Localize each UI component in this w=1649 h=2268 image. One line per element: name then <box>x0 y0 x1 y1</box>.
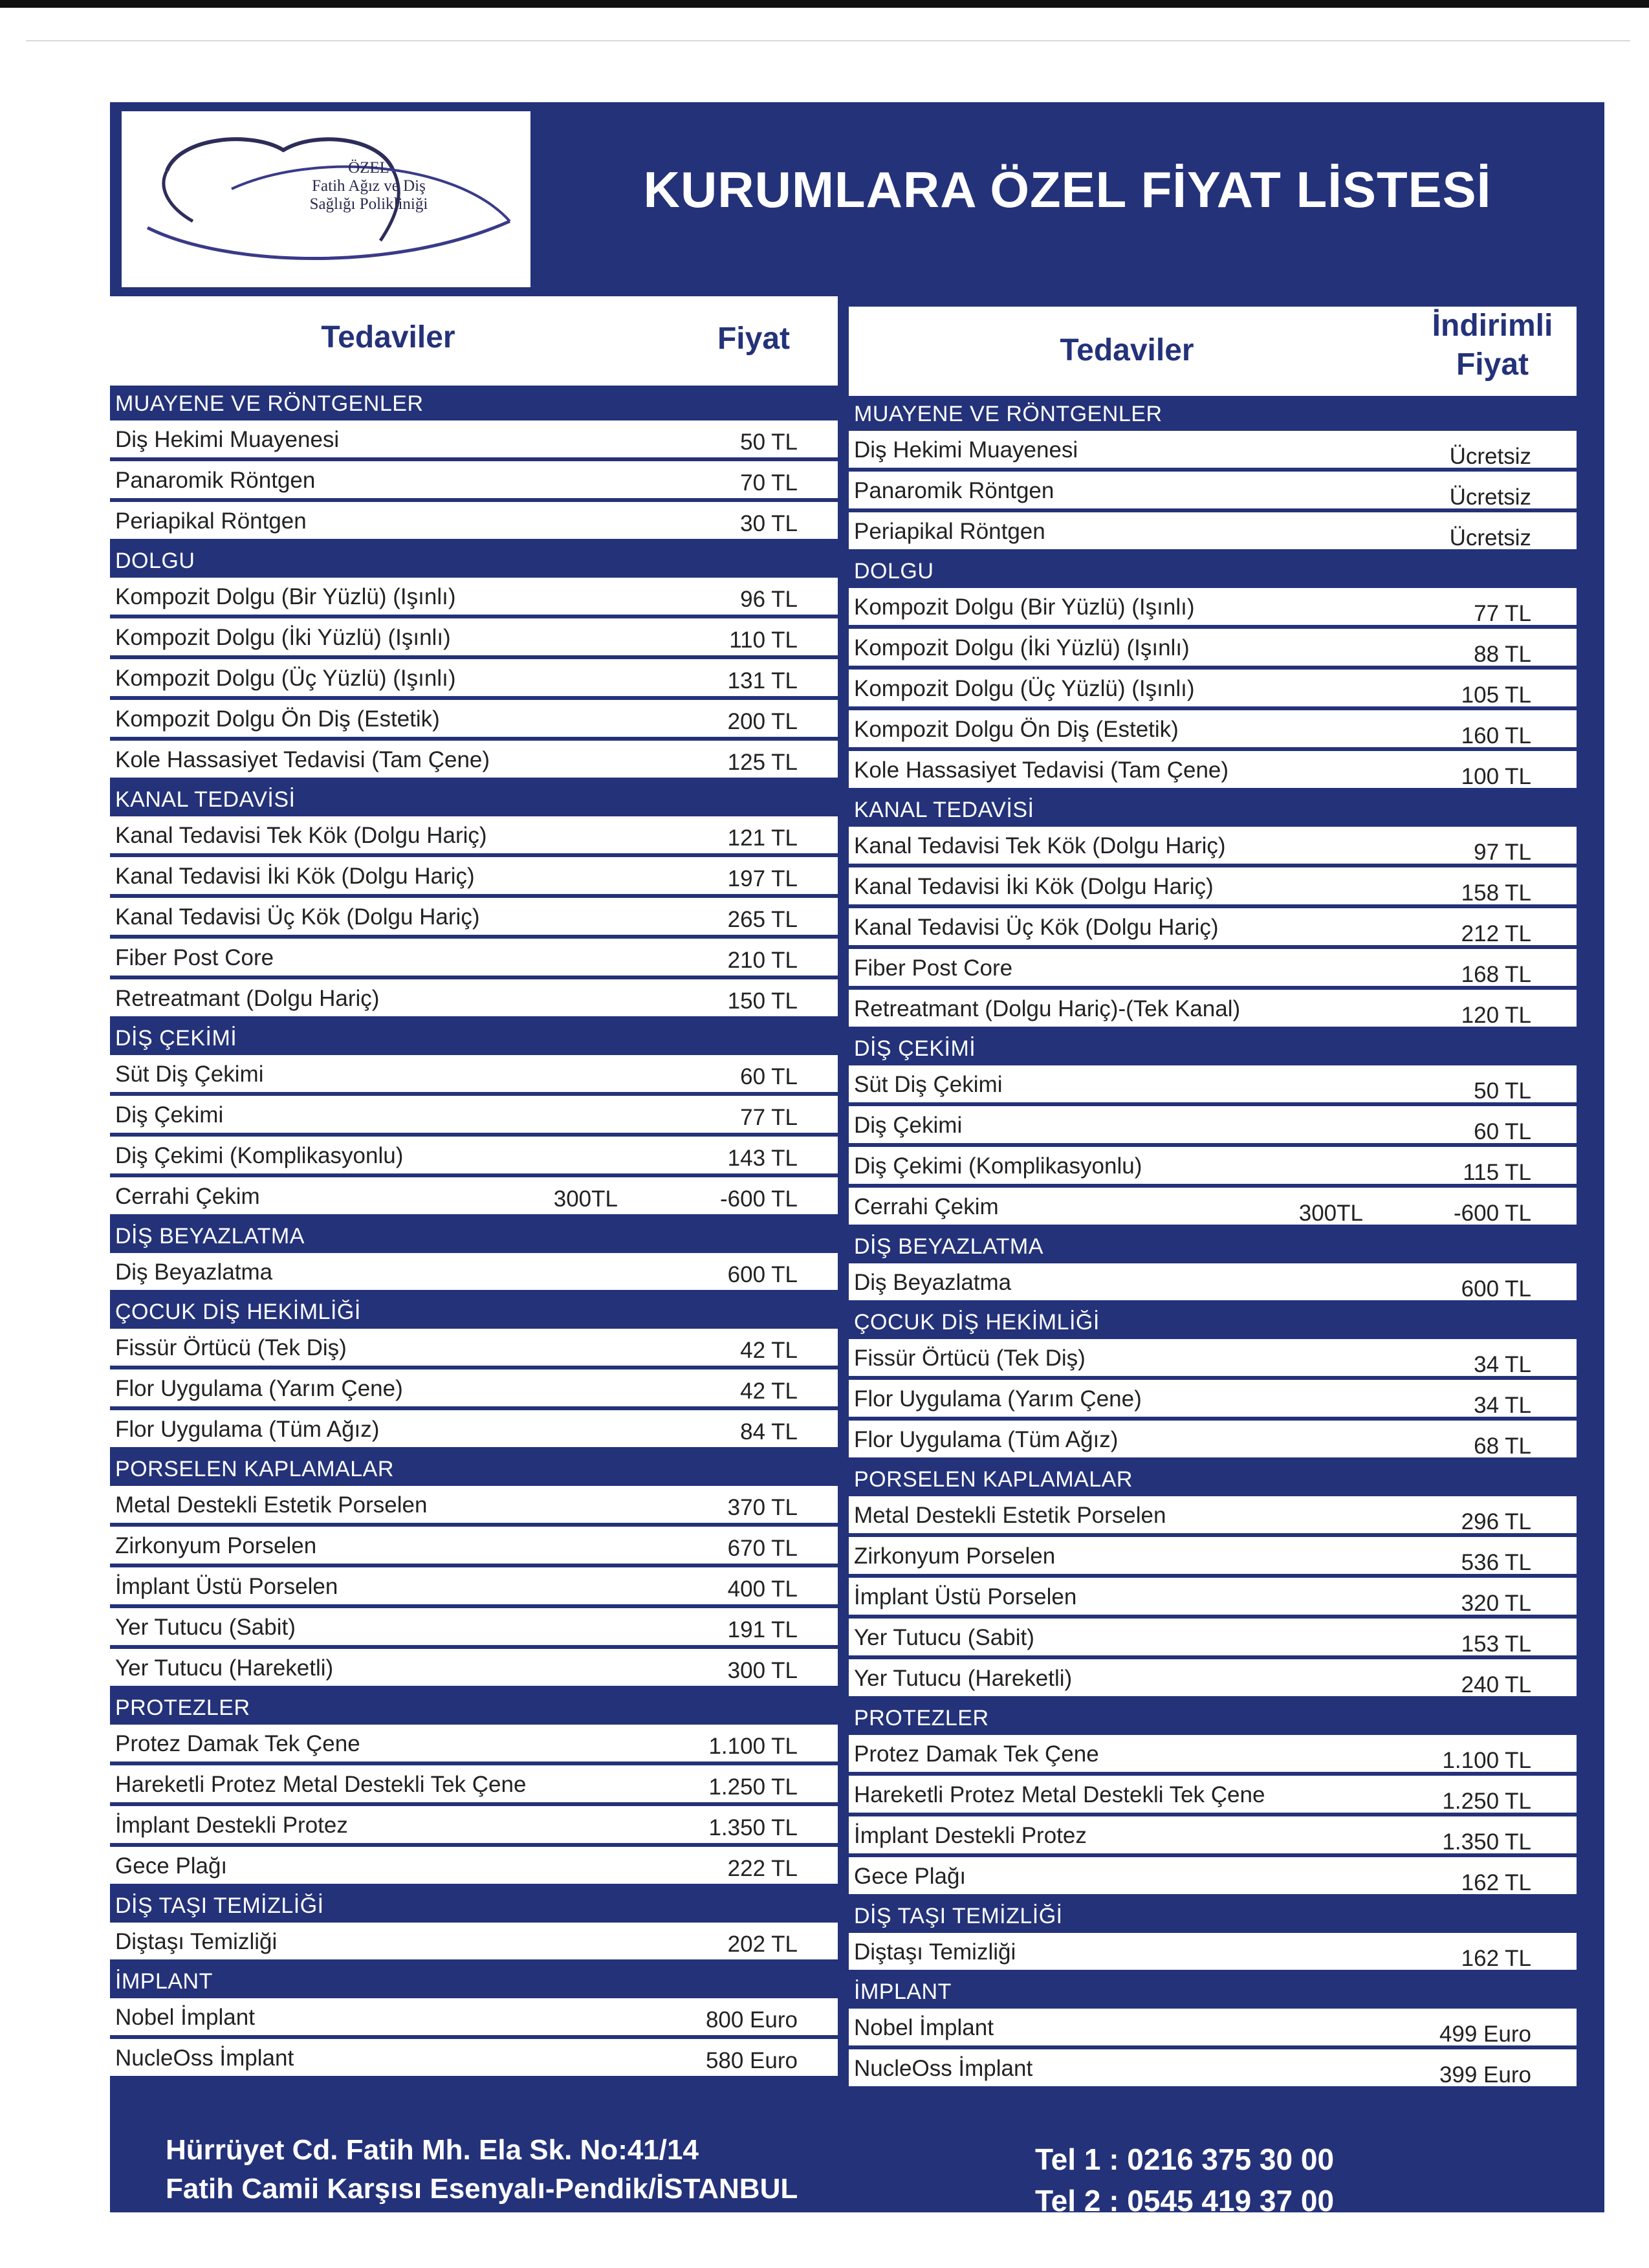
treatment-name: Gece Plağı <box>115 1853 228 1879</box>
treatment-name: Diş Hekimi Muayenesi <box>115 427 340 452</box>
price: 84 TL <box>740 1419 798 1445</box>
price: 42 TL <box>740 1379 798 1404</box>
header-treatments: Tedaviler <box>321 320 455 354</box>
price-list <box>849 396 1577 2086</box>
treatment-name: Kanal Tedavisi İki Kök (Dolgu Hariç) <box>854 874 1214 899</box>
table-row <box>110 502 838 539</box>
table-row <box>110 979 838 1016</box>
table-row <box>110 1567 838 1604</box>
treatment-name: Zirkonyum Porselen <box>115 1533 317 1558</box>
price: 110 TL <box>729 627 798 653</box>
price: 800 Euro <box>705 2007 798 2033</box>
section-header: DİŞ ÇEKİMİ <box>115 1026 237 1051</box>
price: 1.350 TL <box>1442 1829 1531 1855</box>
treatment-name: İmplant Destekli Protez <box>115 1813 348 1838</box>
treatment-name: Diş Çekimi (Komplikasyonlu) <box>115 1143 404 1168</box>
price: 70 TL <box>740 470 798 496</box>
table-row <box>110 420 838 457</box>
table-row <box>110 1923 838 1959</box>
table-row <box>110 2039 838 2076</box>
price: 600 TL <box>727 1262 798 1287</box>
table-row <box>849 908 1577 945</box>
price: 30 TL <box>740 511 798 536</box>
table-row <box>110 578 838 615</box>
price: 88 TL <box>1474 642 1531 667</box>
table-row <box>110 659 838 696</box>
price: 60 TL <box>1474 1119 1531 1144</box>
treatment-name: Fiber Post Core <box>115 945 274 970</box>
treatment-name: Hareketli Protez Metal Destekli Tek Çene <box>854 1782 1265 1807</box>
discounted-price-column <box>849 307 1577 2090</box>
section-header: İMPLANT <box>854 1979 952 2004</box>
treatment-name: Diş Çekimi <box>854 1113 963 1138</box>
treatment-name: Kole Hassasiyet Tedavisi (Tam Çene) <box>854 758 1229 783</box>
logo-text <box>265 159 472 213</box>
treatment-name: Diştaşı Temizliği <box>115 1929 278 1954</box>
table-row <box>849 1263 1577 1300</box>
treatment-name: Kanal Tedavisi İki Kök (Dolgu Hariç) <box>115 864 475 889</box>
treatment-name: Gece Plağı <box>854 1864 966 1889</box>
section-header: PORSELEN KAPLAMALAR <box>854 1467 1133 1492</box>
section-header: DOLGU <box>854 559 934 583</box>
price: 162 TL <box>1461 1946 1531 1971</box>
price: 153 TL <box>1461 1631 1531 1657</box>
table-row <box>849 1537 1577 1574</box>
treatment-name: Diş Çekimi <box>115 1102 224 1128</box>
table-row <box>849 1735 1577 1772</box>
table-row <box>110 1847 838 1884</box>
price: 158 TL <box>1461 880 1531 906</box>
treatment-name: Fissür Örtücü (Tek Diş) <box>854 1346 1086 1371</box>
table-row <box>849 1339 1577 1376</box>
section-header: ÇOCUK DİŞ HEKİMLİĞİ <box>115 1300 361 1324</box>
treatment-name: Flor Uygulama (Yarım Çene) <box>115 1376 403 1401</box>
price-list <box>110 386 838 2076</box>
table-row <box>110 898 838 935</box>
price: 125 TL <box>727 750 798 775</box>
treatment-name: Süt Diş Çekimi <box>854 1072 1003 1097</box>
price: 370 TL <box>727 1495 798 1520</box>
price: Ücretsiz <box>1449 485 1531 510</box>
logo-line-2: Fatih Ağız ve Diş <box>312 177 426 195</box>
table-row <box>849 1065 1577 1102</box>
table-row <box>110 618 838 655</box>
price: 265 TL <box>727 907 798 932</box>
treatment-name: Cerrahi Çekim <box>854 1194 999 1219</box>
section-header: PROTEZLER <box>115 1696 250 1720</box>
treatment-name: Diş Beyazlatma <box>854 1270 1012 1295</box>
treatment-name: NucleOss İmplant <box>854 2056 1033 2081</box>
section-header: DİŞ ÇEKİMİ <box>854 1036 976 1061</box>
phones <box>1035 2139 1334 2221</box>
treatment-name: Diştaşı Temizliği <box>854 1939 1016 1965</box>
table-row <box>110 1410 838 1447</box>
section-header: MUAYENE VE RÖNTGENLER <box>115 391 424 416</box>
table-row <box>849 1380 1577 1417</box>
treatment-name: Diş Beyazlatma <box>115 1259 273 1285</box>
table-row <box>849 949 1577 986</box>
table-row <box>849 1421 1577 1457</box>
table-row <box>110 1527 838 1564</box>
price: 120 TL <box>1461 1003 1531 1028</box>
price: 536 TL <box>1461 1550 1531 1575</box>
price: 580 Euro <box>705 2048 798 2073</box>
table-row <box>849 1776 1577 1813</box>
address-line-1: Hürrüyet Cd. Fatih Mh. Ela Sk. No:41/14 <box>166 2134 699 2166</box>
header <box>110 102 1604 283</box>
table-row <box>849 1496 1577 1533</box>
table-row <box>849 1578 1577 1615</box>
price: 50 TL <box>1474 1078 1531 1104</box>
table-row <box>110 857 838 894</box>
table-row <box>110 1725 838 1761</box>
price: 670 TL <box>727 1536 798 1561</box>
address-line-2: Fatih Camii Karşısı Esenyalı-Pendik/İSTANBUL <box>166 2173 798 2205</box>
price: 42 TL <box>740 1338 798 1363</box>
treatment-name: Diş Hekimi Muayenesi <box>854 437 1078 463</box>
price: 150 TL <box>727 988 798 1014</box>
table-row <box>849 751 1577 788</box>
treatment-name: Kompozit Dolgu (İki Yüzlü) (Işınlı) <box>115 625 451 650</box>
table-row <box>110 939 838 976</box>
price: 68 TL <box>1474 1434 1531 1459</box>
table-row <box>849 472 1577 508</box>
table-row <box>849 1659 1577 1696</box>
table-row <box>849 1106 1577 1143</box>
treatment-name: Zirkonyum Porselen <box>854 1543 1056 1569</box>
treatment-name: Flor Uygulama (Yarım Çene) <box>854 1386 1142 1412</box>
page-title: KURUMLARA ÖZEL FİYAT LİSTESİ <box>643 161 1492 218</box>
price: 60 TL <box>740 1064 798 1089</box>
treatment-name: Kanal Tedavisi Üç Kök (Dolgu Hariç) <box>115 904 480 930</box>
treatment-name: Periapikal Röntgen <box>115 508 307 534</box>
table-row <box>110 1649 838 1686</box>
section-header: MUAYENE VE RÖNTGENLER <box>854 402 1163 426</box>
treatment-name: Kanal Tedavisi Tek Kök (Dolgu Hariç) <box>115 823 487 848</box>
price: 191 TL <box>727 1617 798 1642</box>
section-header: DİŞ TAŞI TEMİZLİĞİ <box>854 1904 1063 1928</box>
table-row <box>849 867 1577 904</box>
price: 200 TL <box>727 709 798 734</box>
clinic-logo <box>122 111 530 287</box>
section-header: DİŞ BEYAZLATMA <box>115 1224 305 1248</box>
price: 50 TL <box>740 430 798 455</box>
table-row <box>110 1253 838 1290</box>
section-header: DOLGU <box>115 549 195 573</box>
price: 499 Euro <box>1439 2022 1531 2047</box>
price: 222 TL <box>727 1856 798 1881</box>
treatment-name: Kanal Tedavisi Üç Kök (Dolgu Hariç) <box>854 915 1219 940</box>
price: 1.100 TL <box>708 1734 798 1759</box>
treatment-name: NucleOss İmplant <box>115 2045 294 2071</box>
price: 1.250 TL <box>708 1774 798 1800</box>
table-row <box>110 816 838 853</box>
table-row <box>849 1619 1577 1655</box>
treatment-name: Kompozit Dolgu (Bir Yüzlü) (Işınlı) <box>115 584 456 609</box>
treatment-name: İmplant Üstü Porselen <box>115 1574 338 1599</box>
footer <box>110 2119 1604 2218</box>
treatment-name: İmplant Destekli Protez <box>854 1823 1087 1848</box>
treatment-name: Flor Uygulama (Tüm Ağız) <box>854 1427 1119 1452</box>
table-row <box>110 1177 838 1214</box>
price: 97 TL <box>1474 840 1531 865</box>
price: 34 TL <box>1474 1352 1531 1377</box>
treatment-name: Metal Destekli Estetik Porselen <box>854 1503 1166 1528</box>
table-row <box>110 1486 838 1523</box>
section-header: PORSELEN KAPLAMALAR <box>115 1457 394 1481</box>
price-min: 300TL <box>553 1186 618 1212</box>
table-row <box>110 1608 838 1645</box>
price: -600 TL <box>720 1186 798 1212</box>
treatment-name: Protez Damak Tek Çene <box>854 1741 1099 1767</box>
table-row <box>849 1147 1577 1184</box>
table-row <box>849 1188 1577 1225</box>
price: 143 TL <box>727 1146 798 1171</box>
treatment-name: Kompozit Dolgu Ön Diş (Estetik) <box>854 717 1179 742</box>
section-header: DİŞ TAŞI TEMİZLİĞİ <box>115 1893 324 1918</box>
price: 162 TL <box>1461 1870 1531 1895</box>
table-row <box>849 431 1577 468</box>
treatment-name: Yer Tutucu (Hareketli) <box>115 1655 334 1681</box>
section-header: DİŞ BEYAZLATMA <box>854 1234 1043 1259</box>
table-row <box>849 990 1577 1027</box>
address <box>166 2131 798 2208</box>
treatment-name: Nobel İmplant <box>854 2015 994 2040</box>
column-header <box>849 307 1577 396</box>
table-row <box>849 512 1577 549</box>
price: Ücretsiz <box>1449 444 1531 469</box>
price: 168 TL <box>1461 962 1531 987</box>
price: 34 TL <box>1474 1393 1531 1418</box>
table-row <box>849 2009 1577 2045</box>
table-row <box>849 710 1577 747</box>
price: 600 TL <box>1461 1276 1531 1302</box>
phone-1: Tel 1 : 0216 375 30 00 <box>1035 2143 1335 2176</box>
table-row <box>849 1933 1577 1970</box>
table-row <box>849 827 1577 864</box>
price: 121 TL <box>727 825 798 851</box>
table-row <box>110 1096 838 1133</box>
treatment-name: Periapikal Röntgen <box>854 519 1045 544</box>
treatment-name: Yer Tutucu (Hareketli) <box>854 1666 1073 1691</box>
treatment-name: Kompozit Dolgu (Üç Yüzlü) (Işınlı) <box>854 676 1195 701</box>
section-header: İMPLANT <box>115 1969 213 1994</box>
treatment-name: Hareketli Protez Metal Destekli Tek Çene <box>115 1772 527 1797</box>
price: 240 TL <box>1461 1672 1531 1697</box>
price: 212 TL <box>1461 921 1531 946</box>
price: 300 TL <box>727 1658 798 1683</box>
price: 1.100 TL <box>1442 1748 1531 1773</box>
header-price: Fiyat <box>717 322 791 356</box>
price: -600 TL <box>1454 1201 1531 1226</box>
section-header: KANAL TEDAVİSİ <box>854 798 1034 822</box>
section-header: KANAL TEDAVİSİ <box>115 787 296 812</box>
price: 399 Euro <box>1439 2062 1531 2088</box>
treatment-name: Süt Diş Çekimi <box>115 1062 264 1087</box>
treatment-name: Diş Çekimi (Komplikasyonlu) <box>854 1153 1142 1179</box>
treatment-name: Metal Destekli Estetik Porselen <box>115 1492 428 1518</box>
logo-line-1: ÖZEL <box>348 159 389 177</box>
price: 105 TL <box>1461 682 1531 708</box>
price: 100 TL <box>1461 764 1531 789</box>
section-header: PROTEZLER <box>854 1706 989 1730</box>
treatment-name: Kompozit Dolgu (Bir Yüzlü) (Işınlı) <box>854 594 1195 620</box>
section-header: ÇOCUK DİŞ HEKİMLİĞİ <box>854 1310 1100 1335</box>
table-row <box>849 2049 1577 2086</box>
logo-line-3: Sağlığı Polikliniği <box>309 195 428 213</box>
price: 320 TL <box>1461 1591 1531 1616</box>
treatment-name: Retreatmant (Dolgu Hariç) <box>115 986 380 1011</box>
price: 197 TL <box>727 866 798 891</box>
table-row <box>849 1816 1577 1853</box>
price: 202 TL <box>727 1932 798 1957</box>
table-row <box>849 670 1577 706</box>
treatment-name: Panaromik Röntgen <box>854 478 1054 503</box>
treatment-name: Nobel İmplant <box>115 2005 255 2030</box>
price: 400 TL <box>727 1576 798 1602</box>
treatment-name: Protez Damak Tek Çene <box>115 1731 360 1756</box>
scan-top-edge <box>0 0 1649 8</box>
standard-price-column <box>110 296 838 2080</box>
price: 77 TL <box>740 1105 798 1130</box>
header-treatments: Tedaviler <box>1060 333 1194 367</box>
treatment-name: Yer Tutucu (Sabit) <box>854 1625 1034 1650</box>
table-row <box>849 588 1577 625</box>
table-row <box>110 1369 838 1406</box>
price: 115 TL <box>1463 1160 1531 1185</box>
table-row <box>110 461 838 498</box>
treatment-name: Kole Hassasiyet Tedavisi (Tam Çene) <box>115 747 490 772</box>
price-min: 300TL <box>1298 1201 1363 1226</box>
treatment-name: İmplant Üstü Porselen <box>854 1584 1077 1609</box>
treatment-name: Kompozit Dolgu (İki Yüzlü) (Işınlı) <box>854 635 1190 660</box>
price-sheet <box>110 102 1604 2218</box>
header-discounted-price: İndirimli Fiyat <box>1432 309 1553 382</box>
price: 160 TL <box>1461 723 1531 748</box>
table-row <box>849 629 1577 666</box>
price: 96 TL <box>740 587 798 612</box>
treatment-name: Fiber Post Core <box>854 955 1013 981</box>
column-header <box>110 296 838 386</box>
treatment-name: Kompozit Dolgu (Üç Yüzlü) (Işınlı) <box>115 666 456 691</box>
treatment-name: Fissür Örtücü (Tek Diş) <box>115 1335 347 1360</box>
treatment-name: Kompozit Dolgu Ön Diş (Estetik) <box>115 706 440 732</box>
treatment-name: Yer Tutucu (Sabit) <box>115 1615 296 1640</box>
table-row <box>849 1857 1577 1894</box>
price: 210 TL <box>727 948 798 973</box>
phone-2: Tel 2 : 0545 419 37 00 <box>1035 2184 1335 2218</box>
table-row <box>110 1137 838 1173</box>
treatment-name: Cerrahi Çekim <box>115 1184 260 1209</box>
price: 296 TL <box>1461 1509 1531 1534</box>
table-row <box>110 1329 838 1366</box>
treatment-name: Panaromik Röntgen <box>115 468 316 493</box>
treatment-name: Retreatmant (Dolgu Hariç)-(Tek Kanal) <box>854 996 1241 1021</box>
table-row <box>110 741 838 778</box>
price: 77 TL <box>1474 601 1531 626</box>
treatment-name: Kanal Tedavisi Tek Kök (Dolgu Hariç) <box>854 833 1226 858</box>
table-row <box>110 1055 838 1092</box>
price: 1.250 TL <box>1442 1789 1531 1814</box>
table-row <box>110 1765 838 1802</box>
table-row <box>110 700 838 737</box>
treatment-name: Flor Uygulama (Tüm Ağız) <box>115 1417 380 1442</box>
price: 131 TL <box>727 668 798 693</box>
table-row <box>110 1806 838 1843</box>
scan-line <box>26 40 1630 41</box>
table-row <box>110 1998 838 2035</box>
price: Ücretsiz <box>1449 525 1531 551</box>
price: 1.350 TL <box>708 1815 798 1840</box>
